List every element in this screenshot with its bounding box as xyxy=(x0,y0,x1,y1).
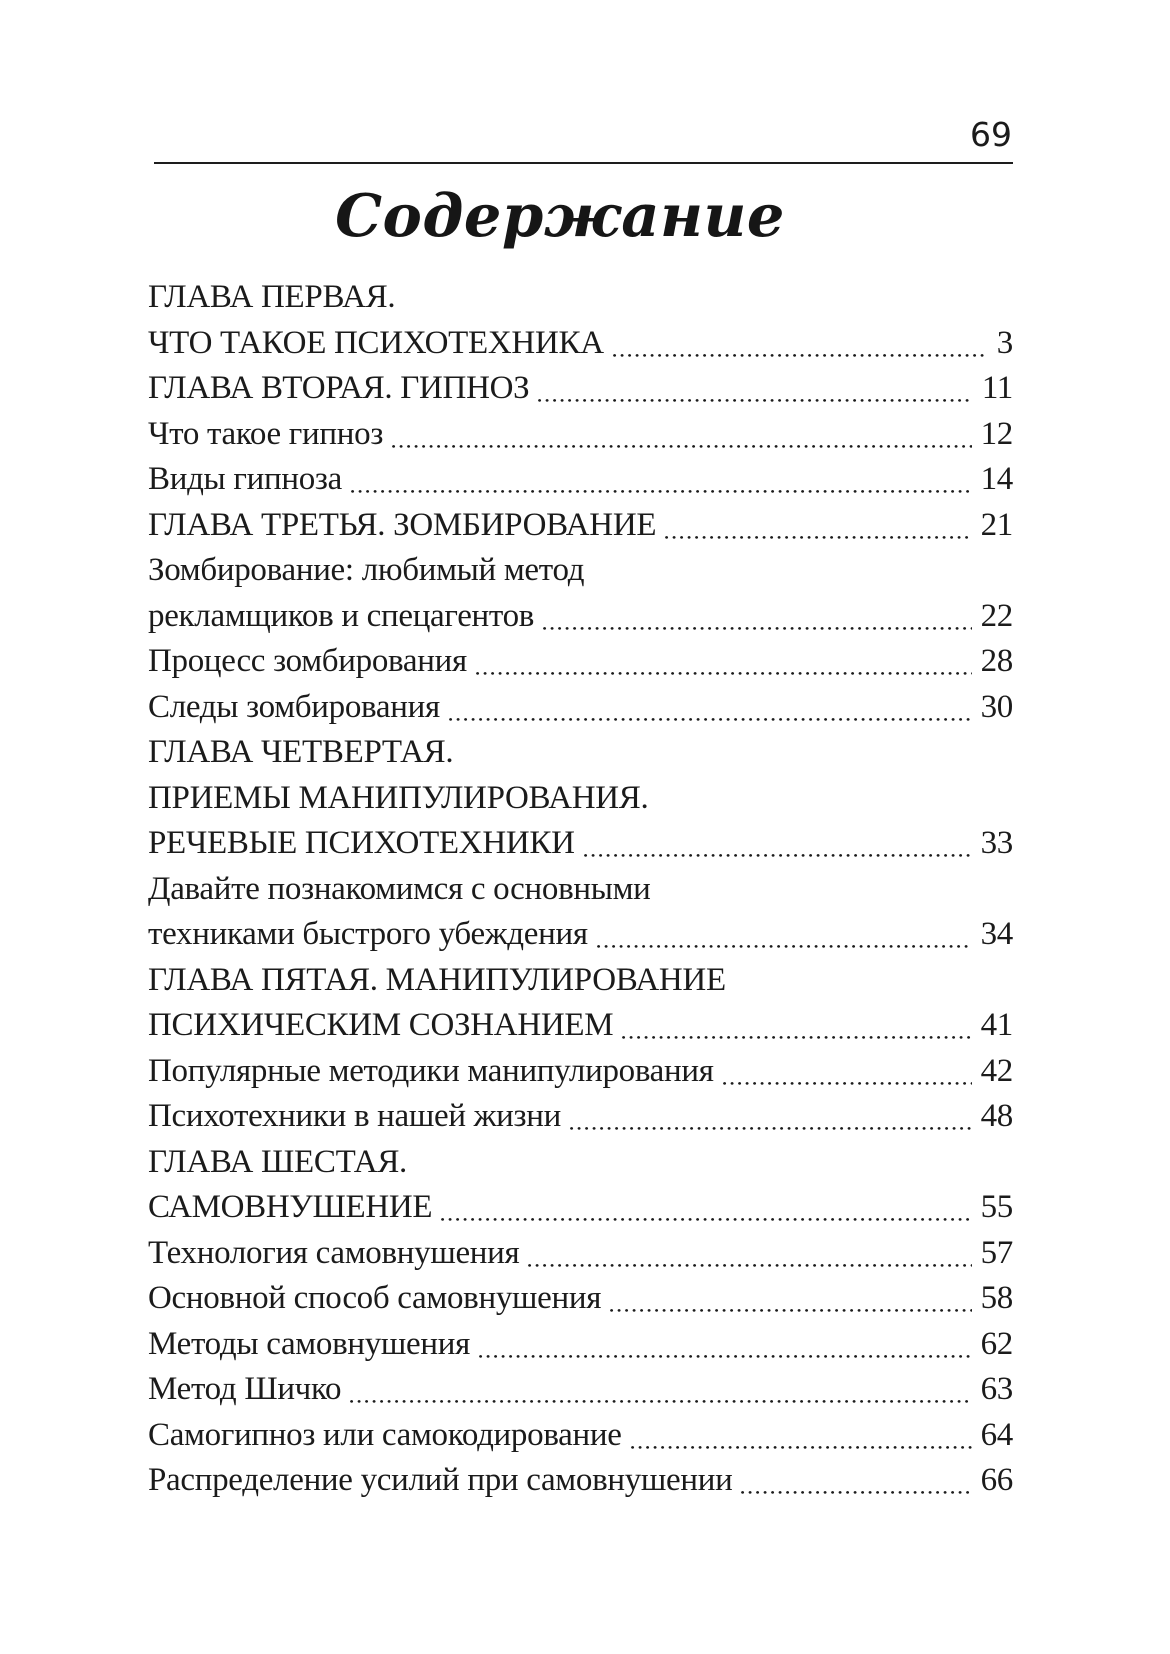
toc-entry-page: 57 xyxy=(980,1234,1013,1271)
toc-entry xyxy=(148,548,1013,594)
toc-entry xyxy=(148,1185,1013,1231)
toc-entry-label: Популярные методики манипулирования xyxy=(148,1052,714,1089)
toc-leader-dots xyxy=(610,1276,972,1322)
toc-entry-page: 30 xyxy=(980,688,1013,725)
toc-entry-label: Основной способ самовнушения xyxy=(148,1280,602,1316)
toc-leader-dots xyxy=(528,1231,971,1277)
toc-entry-page: 28 xyxy=(980,643,1013,679)
header-rule xyxy=(154,162,1013,164)
toc-entry xyxy=(148,503,1013,549)
toc-entry-page: 3 xyxy=(996,324,1013,361)
toc-entry-label: ГЛАВА ШЕСТАЯ. xyxy=(148,1143,407,1180)
toc-entry xyxy=(148,821,1013,867)
toc-entry-page: 55 xyxy=(980,1189,1013,1225)
toc-entry-label: ГЛАВА ТРЕТЬЯ. ЗОМБИРОВАНИЕ xyxy=(148,506,657,543)
toc-leader-dots xyxy=(584,821,972,867)
toc-entry xyxy=(148,457,1013,503)
toc-entry-page: 64 xyxy=(980,1416,1013,1453)
toc-entry-page: 33 xyxy=(980,825,1013,861)
toc-entry xyxy=(148,776,1013,822)
toc-entry-label: техниками быстрого убеждения xyxy=(148,916,588,952)
toc-entry xyxy=(148,1458,1013,1504)
toc-entry xyxy=(148,1140,1013,1186)
toc-entry xyxy=(148,1322,1013,1368)
page-number: 69 xyxy=(970,115,1012,154)
toc-entry xyxy=(148,685,1013,731)
toc-leader-dots xyxy=(476,639,972,685)
toc-leader-dots xyxy=(350,1367,971,1413)
toc-entry-page: 41 xyxy=(980,1007,1013,1043)
toc-entry-label: ГЛАВА ВТОРАЯ. ГИПНОЗ xyxy=(148,370,530,406)
toc-entry-label: РЕЧЕВЫЕ ПСИХОТЕХНИКИ xyxy=(148,825,575,861)
toc-entry-label: рекламщиков и спецагентов xyxy=(148,597,535,634)
toc-entry xyxy=(148,1003,1013,1049)
toc-entry xyxy=(148,1367,1013,1413)
toc-entry-page: 11 xyxy=(981,370,1013,406)
toc-entry-label: Давайте познакомимся с основными xyxy=(148,870,651,907)
toc-leader-dots xyxy=(622,1003,971,1049)
toc-leader-dots xyxy=(570,1094,972,1140)
toc-entry xyxy=(148,958,1013,1004)
toc-entry-page: 62 xyxy=(980,1325,1013,1362)
toc-entry-label: Методы самовнушения xyxy=(148,1325,470,1362)
toc-entry xyxy=(148,366,1013,412)
toc-entry-label: Виды гипноза xyxy=(148,461,342,497)
toc-entry xyxy=(148,1413,1013,1459)
toc-entry-label: ГЛАВА ЧЕТВЕРТАЯ. xyxy=(148,734,454,770)
toc-leader-dots xyxy=(479,1322,972,1368)
toc-entry-label: ПСИХИЧЕСКИМ СОЗНАНИЕМ xyxy=(148,1007,614,1043)
toc-entry xyxy=(148,1049,1013,1095)
toc-entry-label: Распределение усилий при самовнушении xyxy=(148,1462,733,1498)
toc-leader-dots xyxy=(613,321,988,367)
toc-entry xyxy=(148,639,1013,685)
toc-entry xyxy=(148,275,1013,321)
toc-entry-label: Зомбирование: любимый метод xyxy=(148,552,585,588)
toc-entry-label: ГЛАВА ПЯТАЯ. МАНИПУЛИРОВАНИЕ xyxy=(148,961,726,998)
toc-entry-page: 66 xyxy=(980,1462,1013,1498)
toc-entry-page: 21 xyxy=(980,506,1013,543)
toc-entry-label: Технология самовнушения xyxy=(148,1234,520,1271)
toc-leader-dots xyxy=(441,1185,971,1231)
toc-entry xyxy=(148,321,1013,367)
toc-leader-dots xyxy=(665,503,971,549)
toc-leader-dots xyxy=(351,457,972,503)
toc-leader-dots xyxy=(392,412,972,458)
toc-entry-label: Что такое гипноз xyxy=(148,415,384,452)
toc-entry xyxy=(148,730,1013,776)
toc-entry xyxy=(148,912,1013,958)
toc-entry-page: 48 xyxy=(980,1098,1013,1134)
toc-entry xyxy=(148,867,1013,913)
toc-entry-label: Самогипноз или самокодирование xyxy=(148,1416,622,1453)
page-title: Содержание xyxy=(335,181,785,250)
toc-entry-label: Процесс зомбирования xyxy=(148,643,467,679)
toc-leader-dots xyxy=(597,912,972,958)
toc-entry-page: 58 xyxy=(980,1280,1013,1316)
toc-entry-page: 14 xyxy=(980,461,1013,497)
toc-entry-label: ПРИЕМЫ МАНИПУЛИРОВАНИЯ. xyxy=(148,779,649,816)
toc-entry xyxy=(148,1231,1013,1277)
toc-entry-page: 42 xyxy=(980,1052,1013,1089)
toc-leader-dots xyxy=(449,685,972,731)
toc-entry xyxy=(148,1276,1013,1322)
toc-entry xyxy=(148,594,1013,640)
toc-leader-dots xyxy=(741,1458,971,1504)
toc-leader-dots xyxy=(543,594,972,640)
toc-entry-label: ЧТО ТАКОЕ ПСИХОТЕХНИКА xyxy=(148,324,604,361)
toc-leader-dots xyxy=(723,1049,972,1095)
toc-entry-label: Метод Шичко xyxy=(148,1371,342,1407)
toc-entry-page: 63 xyxy=(980,1371,1013,1407)
toc-entry-page: 22 xyxy=(980,597,1013,634)
toc-entry-label: САМОВНУШЕНИЕ xyxy=(148,1189,433,1225)
toc-entry xyxy=(148,412,1013,458)
toc-leader-dots xyxy=(631,1413,972,1459)
toc-entry-page: 34 xyxy=(980,916,1013,952)
toc-entry-label: Следы зомбирования xyxy=(148,688,440,725)
toc-entry-label: Психотехники в нашей жизни xyxy=(148,1098,561,1134)
toc-leader-dots xyxy=(538,366,972,412)
toc-list xyxy=(148,275,1013,1504)
toc-entry-label: ГЛАВА ПЕРВАЯ. xyxy=(148,279,396,315)
toc-entry-page: 12 xyxy=(980,415,1013,452)
toc-entry xyxy=(148,1094,1013,1140)
